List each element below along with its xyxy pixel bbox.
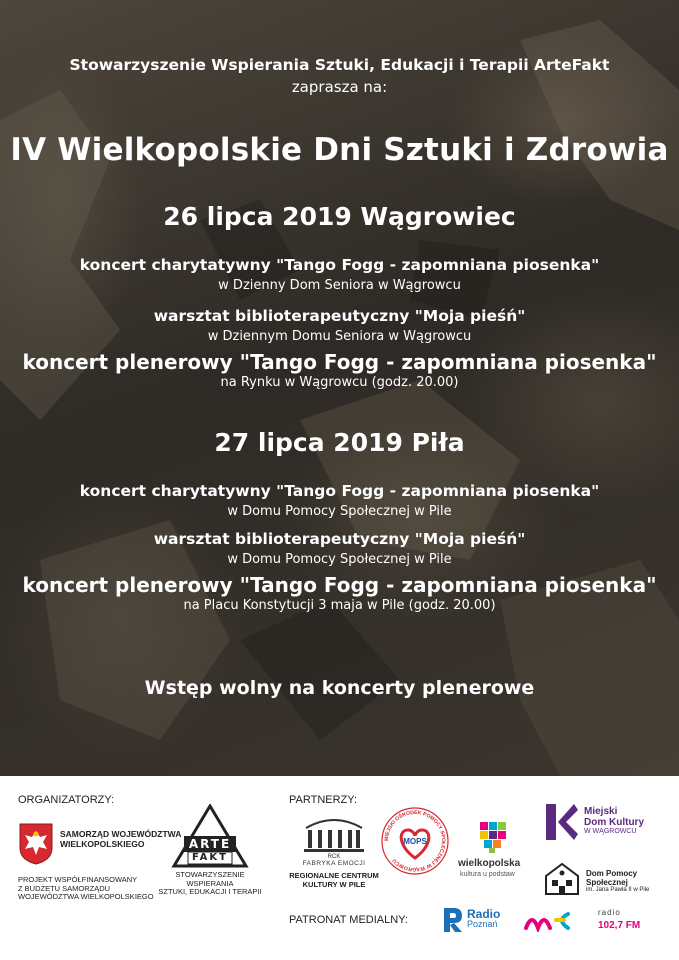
wielkopolska-logo (478, 820, 508, 858)
rck-caption: REGIONALNE CENTRUM KULTURY W PILE (289, 871, 379, 889)
radio-poznan-logo (442, 906, 464, 938)
colorful-mosaic-icon (478, 820, 508, 854)
mdk-logo (544, 802, 580, 846)
day2-date: 27 lipca 2019 Piła (214, 428, 465, 457)
day1-date: 26 lipca 2019 Wągrowiec (163, 202, 516, 231)
day2-event3-place: na Placu Konstytucji 3 maja w Pile (godz. 20.00) (183, 598, 496, 613)
mc-radio-wave-icon (524, 908, 594, 932)
dps-name: Dom Pomocy Społecznej im. Jana Pawła II w Pile (586, 869, 650, 894)
mc-radio-logo (524, 908, 594, 936)
building-columns-icon (300, 814, 368, 854)
wielkopolska-name: wielkopolska (458, 858, 521, 869)
sponsors-footer (0, 776, 679, 960)
mdk-name: Miejski Dom Kultury W WĄGROWCU (584, 806, 644, 835)
cofinancing-note: PROJEKT WSPÓŁFINANSOWANY Z BUDŻETU SAMORZĄDU WOJEWÓDZTWA WIELKOPOLSKIEGO (18, 875, 154, 902)
mops-ring-text: MIEJSKI OŚRODEK POMOCY SPOŁECZNEJ W WĄGROWCU (383, 809, 447, 873)
rck-logo-bottom: FABRYKA EMOCJI (302, 860, 366, 867)
dps-logo (542, 860, 582, 900)
organizer-name: Stowarzyszenie Wspierania Sztuki, Edukacji i Terapii ArteFakt (69, 56, 610, 74)
organizers-label: ORGANIZATORZY: (18, 794, 115, 806)
mc-radio-label: radio (598, 908, 621, 917)
mops-logo-text: MOPS (403, 837, 427, 846)
day1-event1-name: koncert charytatywny "Tango Fogg - zapomniana piosenka" (79, 256, 600, 274)
day1-event3-place: na Rynku w Wągrowcu (godz. 20.00) (220, 375, 459, 390)
samorzad-name: SAMORZĄD WOJEWÓDZTWA WIELKOPOLSKIEGO (60, 829, 182, 849)
day1-event1-place: w Dzienny Dom Seniora w Wągrowcu (218, 278, 461, 293)
day1-event2-place: w Dziennym Domu Seniora w Wągrowcu (207, 329, 472, 344)
mdk-k-icon (544, 802, 580, 842)
samorzad-logo (18, 822, 54, 870)
day1-event2-name: warsztat biblioterapeutyczny "Moja pieśń" (153, 307, 526, 325)
artefakt-logo (170, 804, 250, 868)
radio-poznan-r-icon (442, 906, 464, 934)
rck-logo (300, 814, 368, 866)
artefakt-caption: STOWARZYSZENIE WSPIERANIA SZTUKI, EDUKACJI I TERAPII (158, 870, 262, 897)
artefakt-logo-bottom: FAKT (192, 852, 228, 863)
day2-event1-name: koncert charytatywny "Tango Fogg - zapomniana piosenka" (79, 482, 600, 500)
radio-poznan-name: Radio Poznań (467, 907, 501, 929)
wielkopolska-tagline: kultura u podstaw (460, 871, 515, 878)
mops-logo (380, 806, 450, 876)
media-patronage-label: PATRONAT MEDIALNY: (289, 914, 408, 926)
day2-event1-place: w Domu Pomocy Społecznej w Pile (227, 504, 452, 519)
eagle-shield-icon (18, 822, 54, 866)
artefakt-logo-top: ARTE (188, 837, 232, 851)
event-title: IV Wielkopolskie Dni Sztuki i Zdrowia (10, 132, 669, 168)
house-people-icon (542, 860, 582, 896)
day2-event2-name: warsztat biblioterapeutyczny "Moja pieśń" (153, 530, 526, 548)
invitation-text: zaprasza na: (291, 78, 388, 96)
free-entry-note: Wstęp wolny na koncerty plenerowe (144, 677, 535, 699)
day2-event3-name: koncert plenerowy "Tango Fogg - zapomniana piosenka" (22, 573, 657, 597)
partners-label: PARTNERZY: (289, 794, 358, 806)
day2-event2-place: w Domu Pomocy Społecznej w Pile (227, 552, 452, 567)
mc-radio-frequency: 102,7 FM (598, 920, 641, 931)
rck-logo-top: RCK (327, 854, 341, 860)
day1-event3-name: koncert plenerowy "Tango Fogg - zapomniana piosenka" (22, 350, 657, 374)
